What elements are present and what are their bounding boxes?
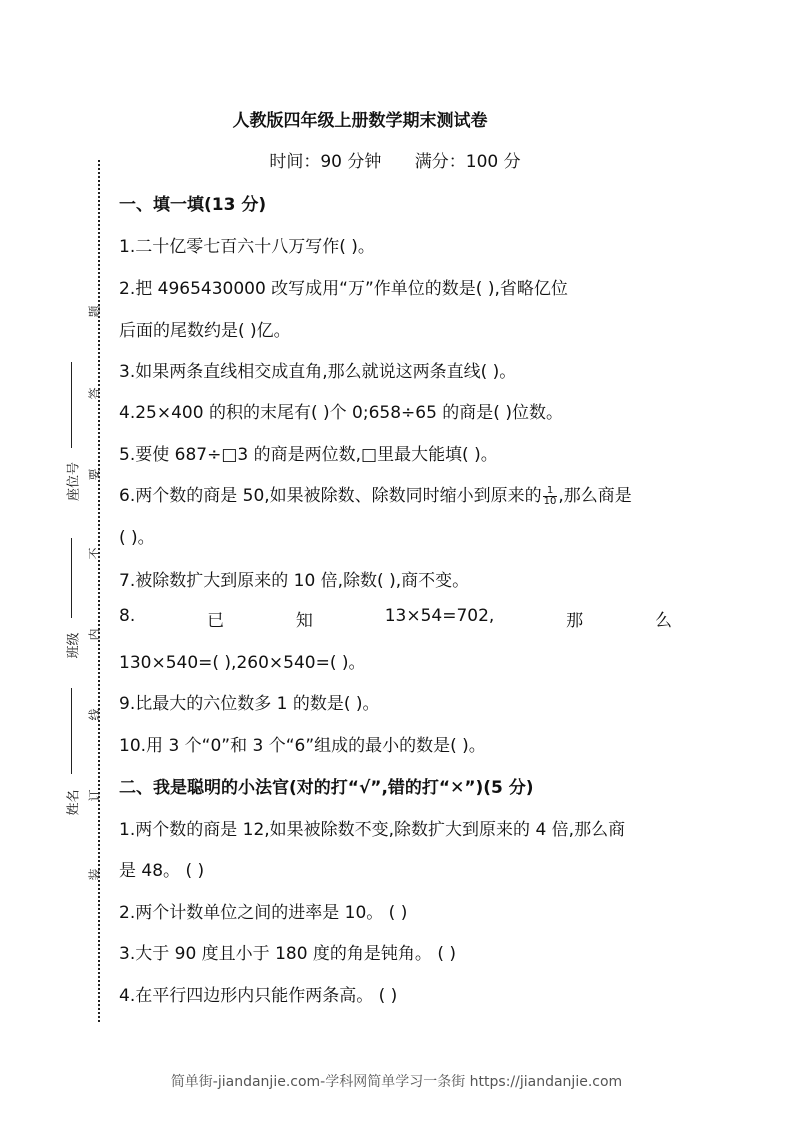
margin-char-xian: 线 [87,708,102,721]
name-label: 姓名 [66,789,82,816]
question-5: 5.要使 687÷□3 的商是两位数,□里最大能填( )。 [119,445,498,465]
fraction-numerator: 1 [543,486,558,497]
margin-char-yao: 要 [87,468,102,481]
q8-part: 么 [654,611,672,631]
judge-4: 4.在平行四边形内只能作两条高。 ( ) [119,986,398,1006]
judge-3: 3.大于 90 度且小于 180 度的角是钝角。 ( ) [119,944,456,964]
question-2-line-2: 后面的尾数约是( )亿。 [119,321,291,341]
question-6-line-1 [119,481,632,507]
section-judge-title: 二、我是聪明的小法官(对的打“√”,错的打“✕”)(5 分) [119,778,534,798]
judge-2: 2.两个计数单位之间的进率是 10。 ( ) [119,903,408,923]
seat-number-line[interactable] [71,362,72,448]
question-4: 4.25×400 的积的末尾有( )个 0;658÷65 的商是( )位数。 [119,403,563,423]
margin-char-da: 答 [87,387,102,400]
question-7: 7.被除数扩大到原来的 10 倍,除数( ),商不变。 [119,571,470,591]
q8-part: 知 [295,611,313,631]
fraction-one-tenth [543,486,558,507]
question-6-text: 6.两个数的商是 50,如果被除数、除数同时缩小到原来的 [119,486,542,506]
margin-char-bu: 不 [87,547,102,560]
margin-char-zhuang: 装 [87,868,102,881]
question-8-line-2: 130×540=( ),260×540=( )。 [119,653,366,673]
section-fill-in-title: 一、填一填(13 分) [119,195,267,215]
question-10: 10.用 3 个“0”和 3 个“6”组成的最小的数是( )。 [119,736,486,756]
q8-part: 8. [119,606,136,626]
exam-title: 人教版四年级上册数学期末测试卷 [232,111,488,131]
margin-char-nei: 内 [87,628,102,641]
q8-part: 已 [207,611,225,631]
question-1: 1.二十亿零七百六十八万写作( )。 [119,237,375,257]
judge-1-line-2: 是 48。 ( ) [119,861,205,881]
question-6-line-2: ( )。 [119,528,155,548]
class-line[interactable] [71,538,72,618]
class-label: 班级 [66,632,82,659]
q8-part: 那 [566,611,584,631]
question-8-line-1 [119,606,672,631]
q8-part: 13×54=702, [384,606,495,626]
question-3: 3.如果两条直线相交成直角,那么就说这两条直线( )。 [119,362,517,382]
footer-watermark: 简单街-jiandanjie.com-学科网简单学习一条街 https://jiandanjie.com [170,1074,623,1090]
name-line[interactable] [71,688,72,774]
exam-time: 时间：90 分钟 [269,152,382,172]
fraction-denominator: 10 [543,495,557,507]
question-6-text-end: ,那么商是 [558,486,632,506]
question-9: 9.比最大的六位数多 1 的数是( )。 [119,694,380,714]
question-2-line-1: 2.把 4965430000 改写成用“万”作单位的数是( ),省略亿位 [119,279,568,299]
judge-1-line-1: 1.两个数的商是 12,如果被除数不变,除数扩大到原来的 4 倍,那么商 [119,820,626,840]
binding-dotted-line [98,160,100,1022]
seat-number-label: 座位号 [66,462,82,502]
margin-char-ti: 题 [87,305,102,318]
exam-score: 满分：100 分 [414,152,521,172]
exam-subtitle [0,147,790,172]
margin-char-ding: 订 [87,789,102,802]
